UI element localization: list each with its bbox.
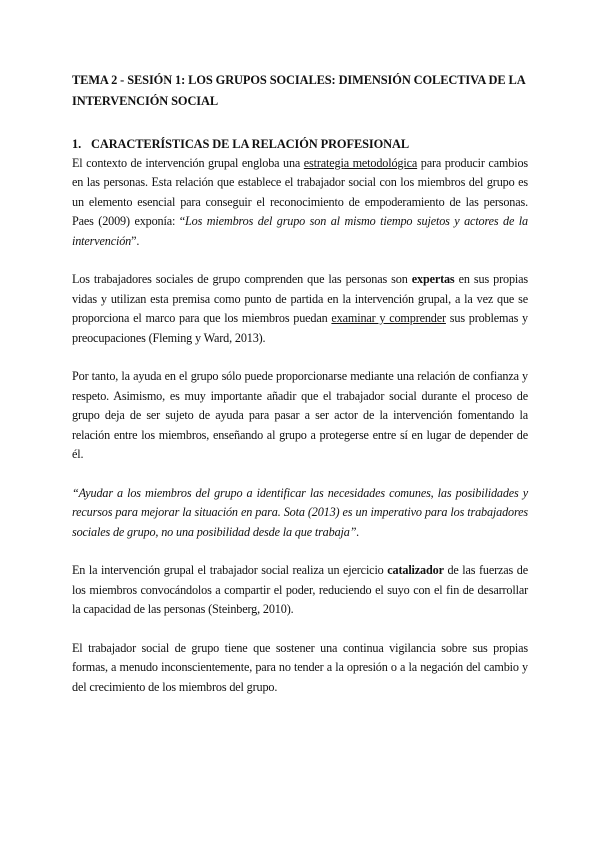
paragraph-1 [72,154,528,251]
paragraph-text: Los trabajadores sociales de grupo comprenden que las personas son [72,272,412,287]
underlined-term: estrategia metodológica [303,156,418,170]
block-quote: “Ayudar a los miembros del grupo a identificar las necesidades comunes, las posibilidades y recursos para mejorar la situación en para. Sota (2013) es un imperativo para los trabajadores sociales de grupo, no una posibilidad desde la que trabaja”. [72,485,528,539]
paragraph-5 [72,561,528,619]
paragraph-text: para producir cambios en las personas. Esta relación que establece el trabajador social con los miembros del grupo es un elemento esencial para conseguir el reconocimiento de empoderamiento de las personas. Paes (2009) exponía: “ [72,156,528,229]
paragraph-text: El contexto de intervención grupal engloba una [72,156,304,170]
section-number: 1. [72,137,82,151]
paragraph-6: El trabajador social de grupo tiene que sostener una continua vigilancia sobre sus propias formas, a menudo inconscientemente, para no tender a la opresión o a la negación del cambio y del crecimiento de los miembros del grupo. [72,641,528,694]
bold-term: catalizador [387,563,444,578]
paragraph-2 [72,270,528,348]
paragraph-text: en sus propias vidas y utilizan esta premisa como punto de partida en la intervención grupal, a la vez que se proporciona el marco para que los miembros puedan [72,272,528,326]
underlined-term: examinar y comprender [331,311,446,326]
section-title: CARACTERÍSTICAS DE LA RELACIÓN PROFESIONAL [91,137,410,151]
section-heading [72,134,528,154]
paragraph-text: de las fuerzas de los miembros convocándolos a compartir el poder, reduciendo el suyo con el fin de desarrollar la capacidad de las personas (Steinberg, 2010). [72,563,528,617]
paragraph-text: En la intervención grupal el trabajador social realiza un ejercicio [72,563,388,578]
inline-quote: Los miembros del grupo son al mismo tiempo sujetos y actores de la intervención [72,214,528,248]
paragraph-text: sus problemas y preocupaciones (Fleming y Ward, 2013). [72,311,528,345]
paragraph-3: Por tanto, la ayuda en el grupo sólo puede proporcionarse mediante una relación de confianza y respeto. Asimismo, es muy importante añadir que el trabajador social durante el proceso de grupo deja de ser sujeto de ayuda para pasar a ser actor de la intervención fomentando la relación entre los miembros, enseñando al grupo a protegerse entre sí en lugar de depender de él. [72,369,528,462]
paragraph-text: ”. [131,233,140,248]
bold-term: expertas [411,272,455,287]
document-title: TEMA 2 - SESIÓN 1: LOS GRUPOS SOCIALES: DIMENSIÓN COLECTIVA DE LA INTERVENCIÓN SOCIAL [72,73,525,108]
